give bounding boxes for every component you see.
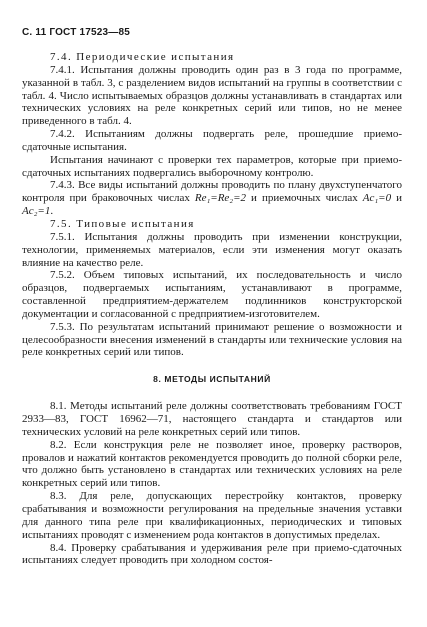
accept-number-1-formula: Ac₁=0 <box>362 192 392 205</box>
paragraph-7-4-1: 7.4.1. Испытания должны проводить один раз в 3 года по программе, указанной в табл. 3, с разделением видов испытаний на группы в соответствии с табл. 4. Число испытываемых образцов должны устанавливать в стандартах или технических условиях на реле конкретных серий или типов, но не менее приведенного в табл. 4. <box>22 63 402 128</box>
page-header: С. 11 ГОСТ 17523—85 <box>22 27 131 38</box>
accept-number-2-formula: Ac₂=1 <box>22 205 51 218</box>
paragraph-7-4-3-text: 7.4.3. Все виды испытаний должны проводить по плану двухступенчатого контроля при браковочных числах <box>22 179 402 205</box>
paragraph-8-1: 8.1. Методы испытаний реле должны соответствовать требованиям ГОСТ 2933—83, ГОСТ 16962—71, настоящего стандарта и стандартов или технических условий на реле конкретных серий или типов. <box>22 400 402 438</box>
paragraph-tests-start: Испытания начинают с проверки тех параметров, которые при приемо-сдаточных испытаниях подвергались выборочному контролю. <box>22 153 402 179</box>
paragraph-7-5-3: 7.5.3. По результатам испытаний принимают решение о возможности и целесообразности внесения изменений в стандарты или технические условия на реле конкретных серий или типов. <box>22 320 402 359</box>
paragraph-7-4-3-end: . <box>50 205 54 218</box>
paragraph-7-4-3-joiner: и <box>391 192 402 205</box>
reject-numbers-formula: Re₁=Re₂=2 <box>194 192 247 205</box>
subsection-heading-type: 7.5. Типовые испытания <box>50 217 195 230</box>
paragraph-7-4-2: 7.4.2. Испытаниям должны подвергать реле, прошедшие приемо-сдаточные испытания. <box>22 128 402 153</box>
paragraph-7-4-3 <box>22 179 402 218</box>
paragraph-8-3: 8.3. Для реле, допускающих перестройку контактов, проверку срабатывания и возможности регулирования на предельные значения уставки для данного типа реле при квалификационных, периодических и типовых испытаниях проводят с изменением рода контактов в допустимых пределах. <box>22 490 402 541</box>
document-body <box>22 51 402 567</box>
paragraph-8-4: 8.4. Проверку срабатывания и удерживания реле при приемо-сдаточных испытаниях следует проводить при холодном состоя- <box>22 541 402 567</box>
subsection-heading-periodic: 7.4. Периодические испытания <box>50 51 235 63</box>
section-title-test-methods: 8. МЕТОДЫ ИСПЫТАНИЙ <box>153 374 271 385</box>
paragraph-7-5-2: 7.5.2. Объем типовых испытаний, их последовательность и число образцов, подвергаемых испытаниям, устанавливают в программе, составленной предприятием-держателем подлинников конструкторской документации и согласованной с предприятием-изготовителем. <box>22 269 402 320</box>
paragraph-7-4-3-middle: и приемочных числах <box>246 192 363 205</box>
paragraph-8-2: 8.2. Если конструкция реле не позволяет иное, проверку растворов, провалов и нажатий контактов рекомендуется проводить до полной сборки реле, что должно быть установлено в стандартах или технических условиях на реле конкретных серий или типов. <box>22 438 402 490</box>
paragraph-7-5-1: 7.5.1. Испытания должны проводить при изменении конструкции, технологии, применяемых материалов, если эти изменения могут оказать влияние на качество реле. <box>22 230 402 269</box>
